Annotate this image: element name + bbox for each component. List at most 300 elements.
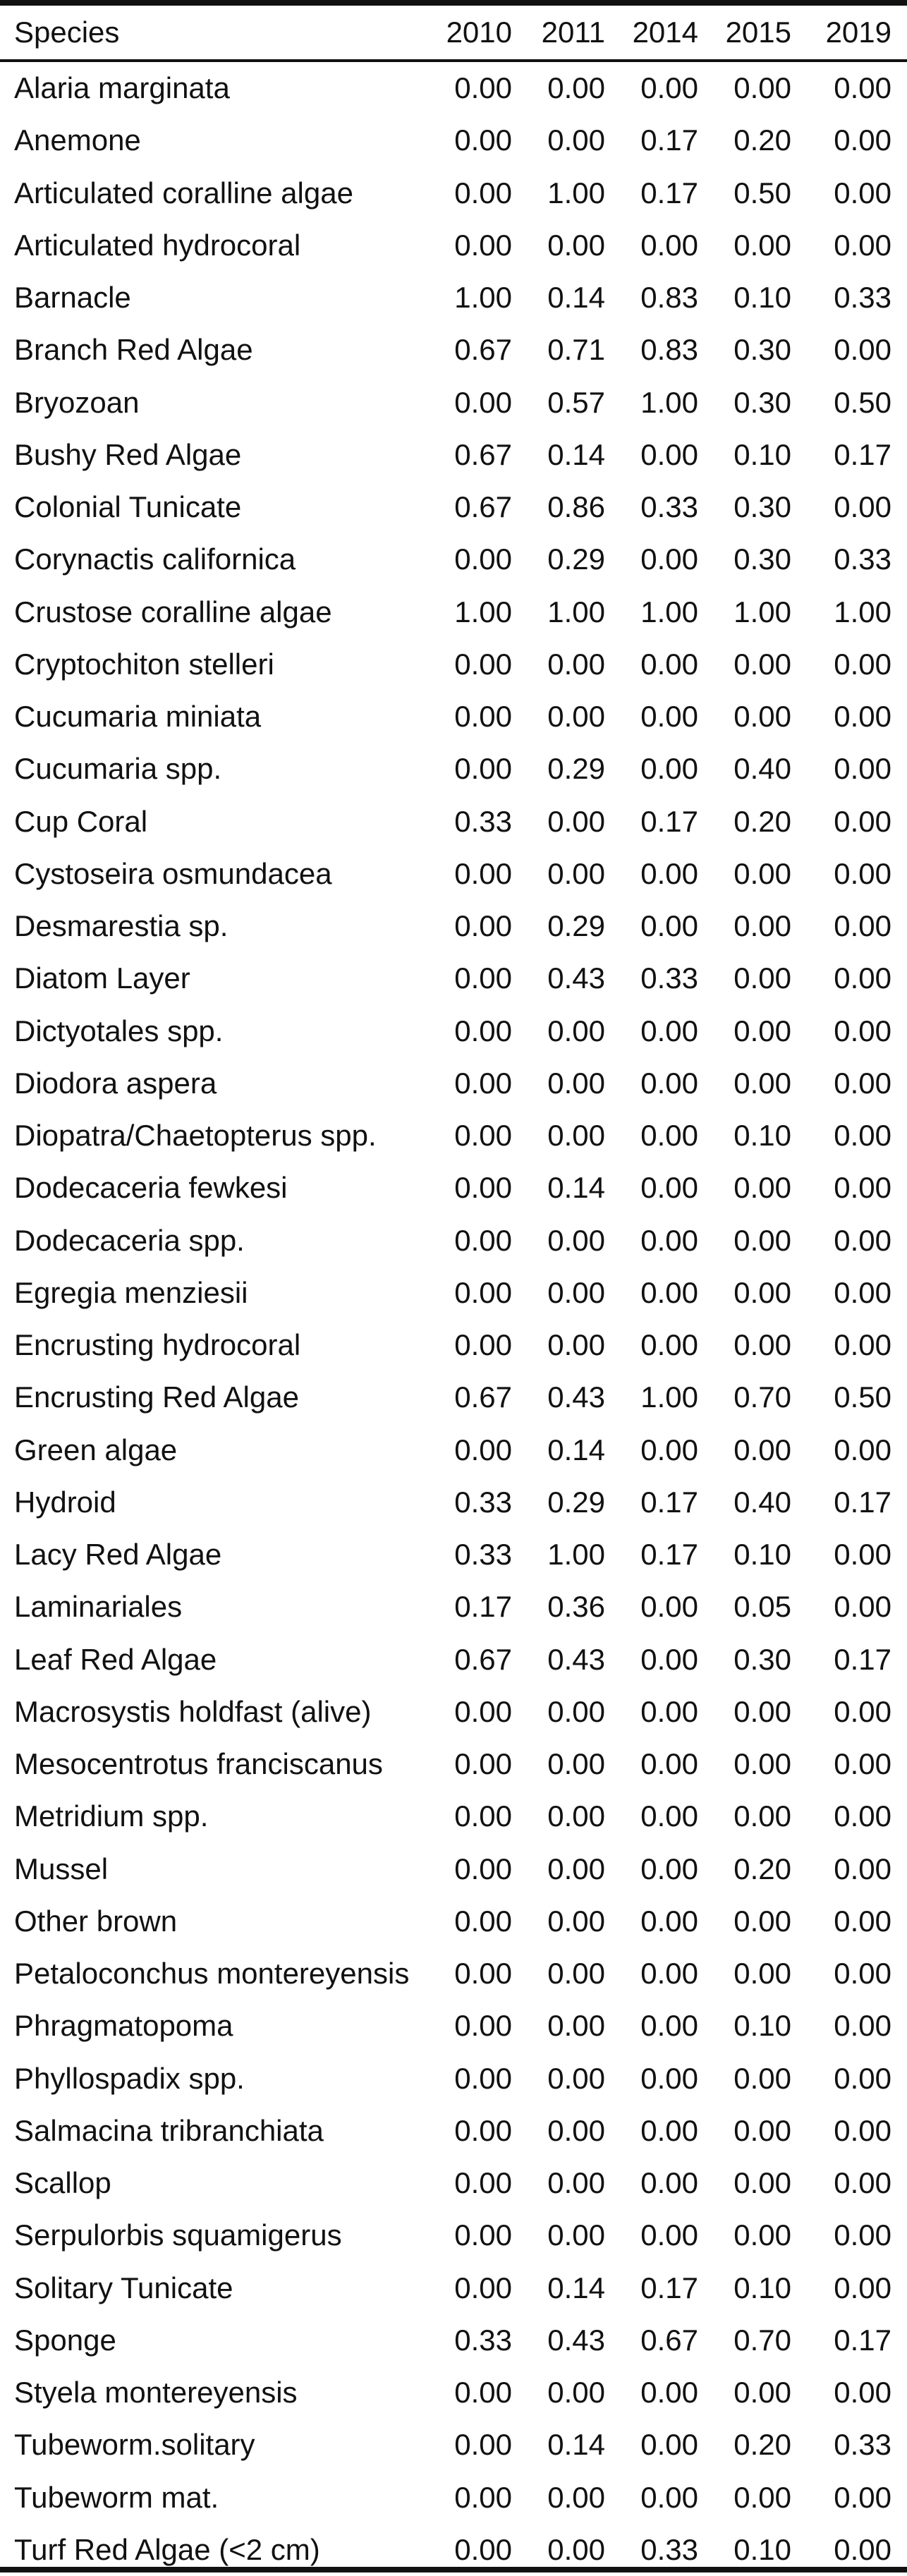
- value-cell: 0.00: [733, 700, 791, 733]
- value-cell: 0.00: [547, 1747, 605, 1780]
- value-cell: 0.33: [834, 281, 891, 314]
- table-row: [0, 691, 907, 743]
- value-cell: 0.40: [733, 1485, 791, 1519]
- value-cell: 0.00: [733, 2113, 791, 2147]
- table-row: [0, 62, 907, 114]
- value-cell: 0.00: [547, 2480, 605, 2514]
- value-cell: 0.00: [640, 1014, 698, 1047]
- table-row: [0, 1895, 907, 1948]
- value-cell: 0.00: [640, 71, 698, 104]
- value-cell: 0.00: [454, 961, 512, 995]
- species-name-cell: Dodecaceria fewkesi: [14, 1171, 288, 1205]
- value-cell: 0.00: [547, 228, 605, 262]
- column-header-2010: 2010: [446, 16, 512, 49]
- value-cell: 0.50: [834, 1380, 891, 1414]
- value-cell: 0.00: [640, 1275, 698, 1309]
- value-cell: 0.00: [547, 1014, 605, 1047]
- value-cell: 0.00: [547, 2061, 605, 2095]
- table-row: [0, 1843, 907, 1895]
- value-cell: 0.00: [454, 2218, 512, 2252]
- species-name-cell: Salmacina tribranchiata: [14, 2113, 324, 2147]
- species-name-cell: Bryozoan: [14, 385, 140, 419]
- species-name-cell: Styela montereyensis: [14, 2376, 298, 2409]
- value-cell: 0.00: [547, 2218, 605, 2252]
- value-cell: 0.00: [454, 2009, 512, 2043]
- value-cell: 0.00: [454, 71, 512, 104]
- species-name-cell: Green algae: [14, 1433, 178, 1466]
- value-cell: 0.00: [834, 1066, 891, 1100]
- value-cell: 0.00: [834, 1538, 891, 1571]
- value-cell: 0.33: [454, 804, 512, 838]
- table-row: [0, 796, 907, 848]
- value-cell: 0.00: [547, 1066, 605, 1100]
- value-cell: 0.67: [640, 2323, 698, 2357]
- value-cell: 0.00: [834, 333, 891, 367]
- value-cell: 0.00: [733, 1014, 791, 1047]
- value-cell: 0.33: [454, 2323, 512, 2357]
- value-cell: 0.00: [640, 2009, 698, 2043]
- value-cell: 0.00: [640, 1590, 698, 1624]
- table-row: [0, 1267, 907, 1319]
- table-row: [0, 2419, 907, 2471]
- species-name-cell: Phragmatopoma: [14, 2009, 233, 2043]
- species-name-cell: Diopatra/Chaetopterus spp.: [14, 1119, 377, 1152]
- value-cell: 1.00: [547, 595, 605, 628]
- value-cell: 0.00: [454, 2376, 512, 2409]
- value-cell: 1.00: [640, 385, 698, 419]
- value-cell: 0.00: [454, 909, 512, 942]
- species-name-cell: Encrusting hydrocoral: [14, 1328, 301, 1361]
- table-row: [0, 114, 907, 166]
- value-cell: 0.86: [547, 490, 605, 523]
- value-cell: 0.00: [640, 1852, 698, 1885]
- value-cell: 0.10: [733, 281, 791, 314]
- species-name-cell: Articulated hydrocoral: [14, 228, 301, 262]
- table-row: [0, 2157, 907, 2209]
- species-name-cell: Egregia menziesii: [14, 1275, 248, 1309]
- value-cell: 0.00: [547, 1223, 605, 1257]
- value-cell: 0.50: [834, 385, 891, 419]
- species-name-cell: Diodora aspera: [14, 1066, 217, 1100]
- value-cell: 0.00: [834, 1275, 891, 1309]
- species-name-cell: Bushy Red Algae: [14, 437, 242, 471]
- value-cell: 0.00: [834, 909, 891, 942]
- value-cell: 0.00: [454, 1119, 512, 1152]
- value-cell: 0.00: [454, 176, 512, 209]
- value-cell: 0.00: [733, 1799, 791, 1833]
- table-row: [0, 1581, 907, 1633]
- value-cell: 0.30: [733, 542, 791, 576]
- value-cell: 0.00: [454, 385, 512, 419]
- value-cell: 0.00: [547, 1275, 605, 1309]
- value-cell: 0.83: [640, 281, 698, 314]
- value-cell: 0.00: [733, 2166, 791, 2199]
- value-cell: 0.43: [547, 961, 605, 995]
- table-row: [0, 429, 907, 481]
- value-cell: 0.00: [834, 647, 891, 681]
- value-cell: 0.00: [454, 752, 512, 786]
- species-name-cell: Mussel: [14, 1852, 109, 1885]
- species-name-cell: Alaria marginata: [14, 71, 230, 104]
- species-name-cell: Desmarestia sp.: [14, 909, 229, 942]
- value-cell: 0.00: [640, 856, 698, 890]
- value-cell: 0.67: [454, 1380, 512, 1414]
- species-name-cell: Cryptochiton stelleri: [14, 647, 274, 681]
- value-cell: 0.67: [454, 437, 512, 471]
- value-cell: 0.00: [834, 1328, 891, 1361]
- value-cell: 0.00: [733, 2480, 791, 2514]
- table-row: [0, 1686, 907, 1738]
- species-name-cell: Cystoseira osmundacea: [14, 856, 332, 890]
- value-cell: 1.00: [547, 1538, 605, 1571]
- value-cell: 0.00: [834, 752, 891, 786]
- value-cell: 0.33: [834, 2428, 891, 2462]
- value-cell: 0.00: [834, 2532, 891, 2566]
- value-cell: 0.10: [733, 2532, 791, 2566]
- species-name-cell: Mesocentrotus franciscanus: [14, 1747, 383, 1780]
- value-cell: 0.00: [733, 2376, 791, 2409]
- value-cell: 0.00: [834, 2061, 891, 2095]
- value-cell: 0.00: [454, 1171, 512, 1205]
- table-row: [0, 2053, 907, 2105]
- value-cell: 0.00: [454, 1904, 512, 1938]
- value-cell: 1.00: [640, 1380, 698, 1414]
- species-name-cell: Scallop: [14, 2166, 111, 2199]
- table-row: [0, 1948, 907, 2000]
- table-top-rule: [0, 0, 907, 6]
- table-row: [0, 1162, 907, 1214]
- value-cell: 0.00: [834, 1957, 891, 1990]
- value-cell: 0.10: [733, 1119, 791, 1152]
- value-cell: 0.29: [547, 1485, 605, 1519]
- table-row: [0, 1005, 907, 1057]
- value-cell: 0.36: [547, 1590, 605, 1624]
- value-cell: 0.00: [454, 1747, 512, 1780]
- value-cell: 0.00: [640, 2218, 698, 2252]
- value-cell: 0.00: [834, 1119, 891, 1152]
- species-name-cell: Laminariales: [14, 1590, 183, 1624]
- value-cell: 0.00: [640, 542, 698, 576]
- value-cell: 0.00: [640, 909, 698, 942]
- column-header-2011: 2011: [541, 16, 605, 49]
- species-name-cell: Leaf Red Algae: [14, 1642, 217, 1676]
- value-cell: 0.00: [547, 2376, 605, 2409]
- value-cell: 0.00: [834, 176, 891, 209]
- value-cell: 0.00: [454, 542, 512, 576]
- table-row: [0, 2314, 907, 2367]
- value-cell: 0.00: [834, 1433, 891, 1466]
- value-cell: 0.71: [547, 333, 605, 367]
- value-cell: 0.70: [733, 2323, 791, 2357]
- species-name-cell: Cup Coral: [14, 804, 148, 838]
- species-name-cell: Solitary Tunicate: [14, 2271, 233, 2304]
- value-cell: 0.00: [834, 1014, 891, 1047]
- value-cell: 0.00: [834, 1799, 891, 1833]
- value-cell: 0.57: [547, 385, 605, 419]
- value-cell: 0.17: [834, 1642, 891, 1676]
- value-cell: 0.00: [640, 700, 698, 733]
- table-row: [0, 1424, 907, 1476]
- value-cell: 0.00: [834, 1852, 891, 1885]
- table-row: [0, 1476, 907, 1529]
- value-cell: 0.00: [454, 1852, 512, 1885]
- value-cell: 0.00: [834, 2113, 891, 2147]
- value-cell: 0.00: [454, 1957, 512, 1990]
- species-name-cell: Tubeworm.solitary: [14, 2428, 255, 2462]
- value-cell: 0.43: [547, 1380, 605, 1414]
- value-cell: 0.14: [547, 437, 605, 471]
- value-cell: 0.00: [834, 804, 891, 838]
- value-cell: 0.17: [834, 2323, 891, 2357]
- value-cell: 1.00: [834, 595, 891, 628]
- table-row: [0, 1790, 907, 1842]
- value-cell: 0.00: [547, 71, 605, 104]
- species-name-cell: Corynactis californica: [14, 542, 296, 576]
- value-cell: 0.70: [733, 1380, 791, 1414]
- value-cell: 0.00: [640, 2113, 698, 2147]
- value-cell: 0.00: [640, 2480, 698, 2514]
- value-cell: 0.00: [733, 1957, 791, 1990]
- value-cell: 0.40: [733, 752, 791, 786]
- value-cell: 0.30: [733, 385, 791, 419]
- value-cell: 0.00: [547, 1328, 605, 1361]
- table-row: [0, 952, 907, 1004]
- value-cell: 0.00: [733, 1066, 791, 1100]
- table-row: [0, 743, 907, 795]
- value-cell: 0.00: [640, 1171, 698, 1205]
- value-cell: 0.00: [547, 2009, 605, 2043]
- table-row: [0, 324, 907, 376]
- value-cell: 1.00: [733, 595, 791, 628]
- species-name-cell: Diatom Layer: [14, 961, 190, 995]
- table-row: [0, 1110, 907, 1162]
- species-name-cell: Serpulorbis squamigerus: [14, 2218, 342, 2252]
- value-cell: 0.67: [454, 1642, 512, 1676]
- species-name-cell: Articulated coralline algae: [14, 176, 353, 209]
- table-row: [0, 2262, 907, 2314]
- value-cell: 0.00: [547, 1904, 605, 1938]
- value-cell: 0.00: [454, 1694, 512, 1728]
- table-row: [0, 638, 907, 691]
- value-cell: 0.43: [547, 2323, 605, 2357]
- value-cell: 0.00: [640, 2166, 698, 2199]
- value-cell: 0.00: [834, 2271, 891, 2304]
- species-name-cell: Petaloconchus montereyensis: [14, 1957, 410, 1990]
- column-header-species: Species: [14, 16, 120, 49]
- value-cell: 0.00: [834, 1904, 891, 1938]
- value-cell: 0.00: [733, 856, 791, 890]
- value-cell: 0.14: [547, 1433, 605, 1466]
- table-bottom-rule: [0, 2567, 907, 2572]
- value-cell: 0.50: [733, 176, 791, 209]
- value-cell: 0.00: [454, 1799, 512, 1833]
- value-cell: 0.00: [454, 856, 512, 890]
- value-cell: 0.00: [454, 123, 512, 157]
- value-cell: 0.00: [834, 1590, 891, 1624]
- species-name-cell: Cucumaria miniata: [14, 700, 262, 733]
- value-cell: 0.00: [733, 1904, 791, 1938]
- value-cell: 0.00: [454, 647, 512, 681]
- species-name-cell: Tubeworm mat.: [14, 2480, 219, 2514]
- value-cell: 0.67: [454, 490, 512, 523]
- value-cell: 1.00: [454, 281, 512, 314]
- value-cell: 0.00: [547, 1799, 605, 1833]
- table-row: [0, 219, 907, 272]
- value-cell: 0.00: [640, 2428, 698, 2462]
- table-row: [0, 2367, 907, 2419]
- species-name-cell: Turf Red Algae (<2 cm): [14, 2532, 320, 2566]
- table-row: [0, 1738, 907, 1790]
- value-cell: 0.10: [733, 437, 791, 471]
- value-cell: 0.00: [547, 647, 605, 681]
- species-name-cell: Metridium spp.: [14, 1799, 209, 1833]
- value-cell: 0.00: [454, 2532, 512, 2566]
- table-header-row: [0, 6, 907, 59]
- value-cell: 0.00: [733, 1328, 791, 1361]
- value-cell: 0.00: [640, 2061, 698, 2095]
- value-cell: 0.00: [640, 437, 698, 471]
- value-cell: 0.33: [640, 961, 698, 995]
- value-cell: 0.10: [733, 2271, 791, 2304]
- column-header-2014: 2014: [632, 16, 698, 49]
- value-cell: 0.00: [834, 228, 891, 262]
- value-cell: 0.00: [834, 490, 891, 523]
- value-cell: 0.00: [834, 2218, 891, 2252]
- table-row: [0, 1319, 907, 1371]
- value-cell: 0.00: [640, 1642, 698, 1676]
- species-name-cell: Branch Red Algae: [14, 333, 253, 367]
- value-cell: 0.20: [733, 2428, 791, 2462]
- value-cell: 0.33: [640, 2532, 698, 2566]
- species-name-cell: Sponge: [14, 2323, 116, 2357]
- table-row: [0, 2000, 907, 2052]
- value-cell: 0.17: [640, 1485, 698, 1519]
- value-cell: 0.00: [454, 2271, 512, 2304]
- value-cell: 0.00: [733, 71, 791, 104]
- value-cell: 0.00: [640, 1957, 698, 1990]
- column-header-2015: 2015: [725, 16, 791, 49]
- value-cell: 0.00: [640, 1747, 698, 1780]
- value-cell: 0.33: [454, 1485, 512, 1519]
- value-cell: 0.00: [834, 700, 891, 733]
- value-cell: 0.10: [733, 2009, 791, 2043]
- species-name-cell: Colonial Tunicate: [14, 490, 242, 523]
- table-row: [0, 1529, 907, 1581]
- value-cell: 0.00: [640, 1694, 698, 1728]
- value-cell: 0.00: [547, 700, 605, 733]
- value-cell: 0.00: [834, 2376, 891, 2409]
- value-cell: 0.00: [640, 1433, 698, 1466]
- value-cell: 0.00: [733, 647, 791, 681]
- value-cell: 0.00: [454, 2428, 512, 2462]
- value-cell: 0.00: [547, 856, 605, 890]
- value-cell: 0.00: [454, 1223, 512, 1257]
- value-cell: 0.00: [733, 1275, 791, 1309]
- value-cell: 0.67: [454, 333, 512, 367]
- value-cell: 0.20: [733, 804, 791, 838]
- species-name-cell: Dictyotales spp.: [14, 1014, 224, 1047]
- value-cell: 0.00: [454, 1328, 512, 1361]
- value-cell: 0.00: [733, 1171, 791, 1205]
- value-cell: 0.00: [640, 1119, 698, 1152]
- value-cell: 0.30: [733, 333, 791, 367]
- value-cell: 0.00: [454, 228, 512, 262]
- species-name-cell: Lacy Red Algae: [14, 1538, 222, 1571]
- value-cell: 0.17: [640, 804, 698, 838]
- value-cell: 0.00: [733, 1747, 791, 1780]
- value-cell: 0.20: [733, 1852, 791, 1885]
- table-row: [0, 2105, 907, 2157]
- value-cell: 0.00: [640, 1904, 698, 1938]
- value-cell: 0.17: [834, 437, 891, 471]
- value-cell: 0.00: [834, 2480, 891, 2514]
- value-cell: 0.00: [733, 2061, 791, 2095]
- species-name-cell: Barnacle: [14, 281, 131, 314]
- value-cell: 0.00: [547, 2166, 605, 2199]
- value-cell: 0.00: [733, 961, 791, 995]
- species-name-cell: Phyllospadix spp.: [14, 2061, 245, 2095]
- value-cell: 0.00: [547, 1852, 605, 1885]
- value-cell: 0.00: [454, 2166, 512, 2199]
- value-cell: 0.00: [834, 856, 891, 890]
- value-cell: 0.00: [640, 1799, 698, 1833]
- value-cell: 0.00: [733, 1694, 791, 1728]
- value-cell: 0.29: [547, 909, 605, 942]
- value-cell: 0.00: [834, 2166, 891, 2199]
- column-header-2019: 2019: [825, 16, 891, 49]
- value-cell: 1.00: [454, 595, 512, 628]
- table-row: [0, 586, 907, 638]
- value-cell: 0.00: [834, 1223, 891, 1257]
- value-cell: 0.00: [834, 1694, 891, 1728]
- value-cell: 0.00: [547, 804, 605, 838]
- table-row: [0, 272, 907, 324]
- value-cell: 0.00: [640, 752, 698, 786]
- value-cell: 0.17: [454, 1590, 512, 1624]
- value-cell: 0.17: [640, 1538, 698, 1571]
- value-cell: 0.14: [547, 281, 605, 314]
- value-cell: 0.17: [640, 2271, 698, 2304]
- value-cell: 0.00: [454, 2480, 512, 2514]
- table-row: [0, 377, 907, 429]
- value-cell: 1.00: [547, 176, 605, 209]
- value-cell: 0.43: [547, 1642, 605, 1676]
- table-row: [0, 1057, 907, 1110]
- value-cell: 0.33: [454, 1538, 512, 1571]
- value-cell: 0.00: [454, 1433, 512, 1466]
- value-cell: 0.00: [547, 1957, 605, 1990]
- value-cell: 0.00: [454, 1014, 512, 1047]
- species-name-cell: Macrosystis holdfast (alive): [14, 1694, 372, 1728]
- species-name-cell: Anemone: [14, 123, 141, 157]
- table-row: [0, 848, 907, 900]
- value-cell: 1.00: [640, 595, 698, 628]
- value-cell: 0.14: [547, 2271, 605, 2304]
- value-cell: 0.10: [733, 1538, 791, 1571]
- value-cell: 0.00: [547, 1119, 605, 1152]
- value-cell: 0.00: [834, 123, 891, 157]
- table-row: [0, 1634, 907, 1686]
- species-name-cell: Dodecaceria spp.: [14, 1223, 245, 1257]
- value-cell: 0.14: [547, 1171, 605, 1205]
- table-row: [0, 1371, 907, 1423]
- value-cell: 0.00: [547, 2113, 605, 2147]
- value-cell: 0.20: [733, 123, 791, 157]
- value-cell: 0.00: [547, 1694, 605, 1728]
- value-cell: 0.00: [834, 71, 891, 104]
- value-cell: 0.33: [834, 542, 891, 576]
- value-cell: 0.17: [640, 176, 698, 209]
